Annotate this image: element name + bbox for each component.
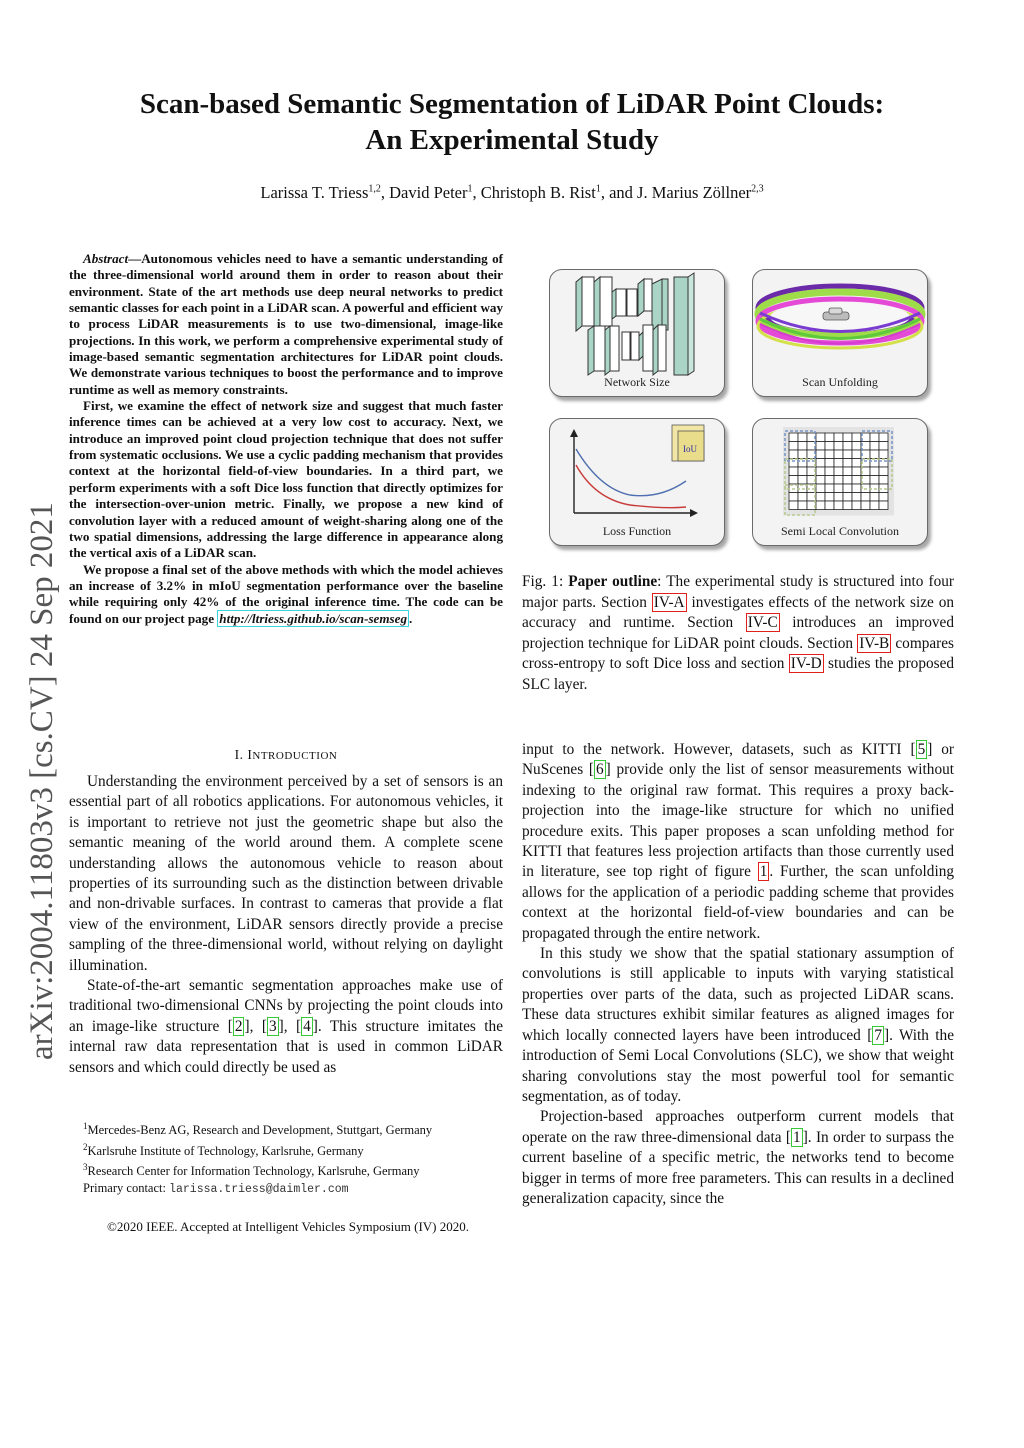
section-link-iv-d[interactable]: IV-D bbox=[790, 655, 822, 673]
section-initial: I bbox=[247, 747, 253, 762]
arxiv-stamp: arXiv:2004.11803v3 [cs.CV] 24 Sep 2021 bbox=[24, 502, 60, 1060]
panel-network-size bbox=[549, 269, 725, 397]
caption-text: studies the proposed SLC layer. bbox=[522, 655, 955, 693]
right-p2-text: In this study we show that the spatial stationary assumption of convolutions is still applicable to inputs with varying statistical properties over parts of the data, such as projected LiDAR scans. These data structures exhibit similar features as aligned images for which locally connected layers have been introduced bbox=[522, 945, 954, 1044]
right-paragraph-2: In this study we show that the spatial stationary assumption of convolutions is still applicable to inputs with varying statistical properties over parts of the data, such as projected LiDAR scans. These data structures exhibit similar features as aligned images for which locally connected layers have been introduced [ 7 ]. With the introduction of Semi Local Convolutions (SLC), we show that weight sharing convolutions stay the most powerful tool for semantic segmentation, as of today. bbox=[522, 945, 954, 1105]
citation-link[interactable]: 4 bbox=[303, 1017, 311, 1035]
intro-p2-text-end: . This structure imitates the internal raw data representation that is used in common LiDAR sensors and which could directly be used as bbox=[69, 1017, 503, 1076]
citation-link[interactable]: 1 bbox=[793, 1128, 801, 1146]
abstract bbox=[69, 251, 503, 627]
right-p2-text: . With the introduction of Semi Local Convolutions (SLC), we show that weight sharing convolutions stay the most powerful tool for semantic segmentation, as of today. bbox=[522, 1026, 954, 1105]
iou-badge: IoU bbox=[683, 444, 697, 454]
panel-label-slc: Semi Local Convolution bbox=[781, 524, 899, 538]
abstract-period: . bbox=[409, 610, 413, 626]
caption-text: compares cross-entropy to soft Dice loss and section bbox=[522, 634, 954, 673]
right-p1-text: provide only the list of sensor measurements without indexing to the original raw format. This requires a proxy back-projection into the image-like structure for which no unified procedure exits. This paper proposes a scan unfolding method for KITTI that features less projection artifacts than those currently used in literature, see top right of figure bbox=[522, 761, 954, 881]
author-name: Christoph B. Rist bbox=[480, 183, 596, 202]
author-affiliation: 1,2 bbox=[368, 183, 381, 195]
panel-label-loss-function: Loss Function bbox=[602, 524, 672, 538]
contact-label: Primary contact: bbox=[83, 1180, 170, 1195]
intro-paragraph-2: State-of-the-art semantic segmentation approaches make use of traditional two-dimensional CNNs by projecting the point clouds into an image-like structure [ 2 ], [ 3 ], [ 4 ]. This structure imitates the internal raw data representation that is used in common LiDAR sensors and which could directly be used as bbox=[69, 977, 503, 1076]
panel-label-network-size: Network Size bbox=[604, 375, 670, 389]
right-p1-text: or NuScenes bbox=[522, 741, 954, 779]
section-link-iv-c[interactable]: IV-C bbox=[747, 614, 778, 632]
caption-text: : The experimental study is structured into four major parts. Section bbox=[522, 573, 954, 611]
footnote-1: Mercedes-Benz AG, Research and Development, Stuttgart, Germany bbox=[87, 1123, 433, 1138]
citation-link[interactable]: 2 bbox=[234, 1017, 243, 1035]
author-name: David Peter bbox=[389, 183, 468, 202]
right-p1-text: input to the network. However, datasets, such as KITTI bbox=[522, 741, 911, 758]
caption-text: introduces an improved projection technique for LiDAR point clouds. Section bbox=[522, 614, 954, 652]
intro-right-column bbox=[522, 740, 954, 1209]
citation-link[interactable]: 6 bbox=[596, 761, 604, 779]
author-name: J. Marius Zöllner bbox=[637, 183, 752, 202]
caption-label: Fig. 1: bbox=[522, 573, 569, 590]
author-affiliation: 1 bbox=[467, 183, 473, 195]
footnote-2: Karlsruhe Institute of Technology, Karlsruhe, Germany bbox=[87, 1143, 364, 1158]
section-heading-introduction bbox=[69, 747, 503, 763]
footnote-3: Research Center for Information Technology, Karlsruhe, Germany bbox=[87, 1164, 420, 1179]
abstract-paragraph-1: —Autonomous vehicles need to have a semantic understanding of the three-dimensional world around them in order to reason about their environment. State of the art methods use deep neural networks to predict semantic classes for each point in a LiDAR scan. A powerful and efficient way to process LiDAR measurements is to use two-dimensional, image-like projections. In this work, we perform a comprehensive experimental study of image-based semantic segmentation architectures for LiDAR point clouds. We demonstrate various techniques to boost the performance and to improve runtime as well as memory constraints. bbox=[69, 251, 503, 397]
citation-link[interactable]: 3 bbox=[268, 1017, 277, 1035]
right-p1-text: . Further, the scan unfolding allows for the application of a periodic padding scheme that provides context at the horizontal field-of-view boundaries and can be propagated through the entire network. bbox=[522, 863, 954, 942]
abstract-label: Abstract bbox=[83, 251, 129, 266]
right-p3-text: . In order to surpass the current baseline of a specific metric, the networks tend to become bigger in terms of more free parameters. This can results in a declined generalization capacity, since the bbox=[522, 1128, 954, 1207]
author-name: Larissa T. Triess bbox=[260, 183, 369, 202]
section-smallcaps: NTRODUCTION bbox=[252, 750, 338, 762]
caption-bold: Paper outline bbox=[568, 573, 658, 590]
author-affiliation: 2,3 bbox=[751, 183, 764, 195]
intro-paragraph-1: Understanding the environment perceived by a set of sensors is an essential part of all robotics applications. For autonomous vehicles, it is important to retrieve not just the geometric shape but also the semantic meaning of the world around them. A complete scene understanding allows the autonomous vehicle to reason about properties of its surrounding such as the distinction between drivable and non-drivable surfaces. In contrast to cameras that provide a flat view of the environment, LiDAR sensors directly provide a precise sampling of the three-dimensional world, without relying on daylight illumination. bbox=[69, 773, 503, 974]
section-link-iv-a[interactable]: IV-A bbox=[653, 593, 685, 611]
intro-left-column bbox=[69, 772, 503, 1078]
citation-link[interactable]: 7 bbox=[874, 1026, 882, 1044]
panel-scan-unfolding bbox=[752, 269, 928, 397]
section-link-iv-b[interactable]: IV-B bbox=[859, 634, 890, 652]
paper-title bbox=[60, 86, 964, 158]
contact-email[interactable]: larissa.triess@daimler.com bbox=[169, 1182, 349, 1196]
right-paragraph-1: input to the network. However, datasets, such as KITTI [ 5 ] or NuScenes [ 6 ] provide only the list of sensor measurements without indexing to the original raw format. This requires a proxy back-projection into the image-like structure for which no unified procedure exits. This paper proposes a scan unfolding method for KITTI that features less projection artifacts than those currently used in literature, see top right of figure 1 . Further, the scan unfolding allows for the application of a periodic padding scheme that provides context at the horizontal field-of-view boundaries and can be propagated through the entire network. bbox=[522, 741, 954, 942]
intro-p2-text: State-of-the-art semantic segmentation approaches make use of traditional two-dimensional CNNs by projecting the point clouds into an image-like structure bbox=[69, 977, 503, 1035]
author-list: Larissa T. Triess$^{1,2}$, David Peter$^1$, Christoph B. Rist$^1$, and J. Marius Zöllner$^{2,3}$ bbox=[260, 183, 764, 202]
citation-link[interactable]: 5 bbox=[917, 741, 926, 758]
title-line-2: An Experimental Study bbox=[365, 124, 659, 156]
panel-loss-function bbox=[549, 418, 725, 546]
figure-caption bbox=[522, 572, 954, 696]
title-line-1: Scan-based Semantic Segmentation of LiDAR Point Clouds: bbox=[139, 88, 885, 120]
panel-semi-local-convolution bbox=[752, 418, 928, 546]
right-paragraph-3: Projection-based approaches outperform current models that operate on the raw three-dimensional data [ 1 ]. In order to surpass the current baseline of a specific metric, the networks tend to become bigger in terms of more free parameters. This can results in a declined generalization capacity, since the bbox=[522, 1108, 954, 1207]
caption-text: investigates effects of the network size on accuracy and runtime. Section bbox=[522, 593, 954, 632]
abstract-paragraph-2: First, we examine the effect of network size and suggest that much faster inference times can be achieved at a very low cost to accuracy. Next, we introduce an improved point cloud projection technique that does not suffer from systematic occlusions. We use a cyclic padding mechanism that provides context at the horizontal field-of-view boundaries. In a third part, we perform experiments with a soft Dice loss function that directly optimizes for the intersection-over-union metric. Finally, we propose a new kind of convolution layer with a reduced amount of weight-sharing along one of the two spatial dimensions, addressing the large difference in appearance along the vertical axis of a LiDAR scan. bbox=[69, 398, 503, 561]
affiliation-footnotes: $^1$Mercedes-Benz AG, Research and Development, Stuttgart, Germany $^2$Karlsruhe Institute of Technology, Karlsruhe, Germany $^3$Research Center for Information Technology, Karlsruhe, Germany Primary contact: larissa.triess@daimler.com bbox=[83, 1121, 433, 1196]
right-p3-text: Projection-based approaches outperform current models that operate on the raw three-dimensional data bbox=[522, 1108, 954, 1146]
section-number: I. bbox=[234, 747, 248, 762]
author-affiliation: 1 bbox=[595, 183, 601, 195]
copyright-notice: ©2020 IEEE. Accepted at Intelligent Vehicles Symposium (IV) 2020. bbox=[106, 1219, 469, 1234]
project-page-link[interactable]: http://ltriess.github.io/scan-semseg bbox=[219, 610, 407, 626]
figure-link[interactable]: 1 bbox=[759, 863, 768, 881]
abstract-paragraph-3: We propose a final set of the above methods with which the model achieves an increase of 3.2% in mIoU segmentation performance over the baseline while requiring only 42% of the original inference time. The code can be found on our project page bbox=[69, 561, 503, 626]
panel-label-scan-unfolding: Scan Unfolding bbox=[802, 375, 878, 389]
